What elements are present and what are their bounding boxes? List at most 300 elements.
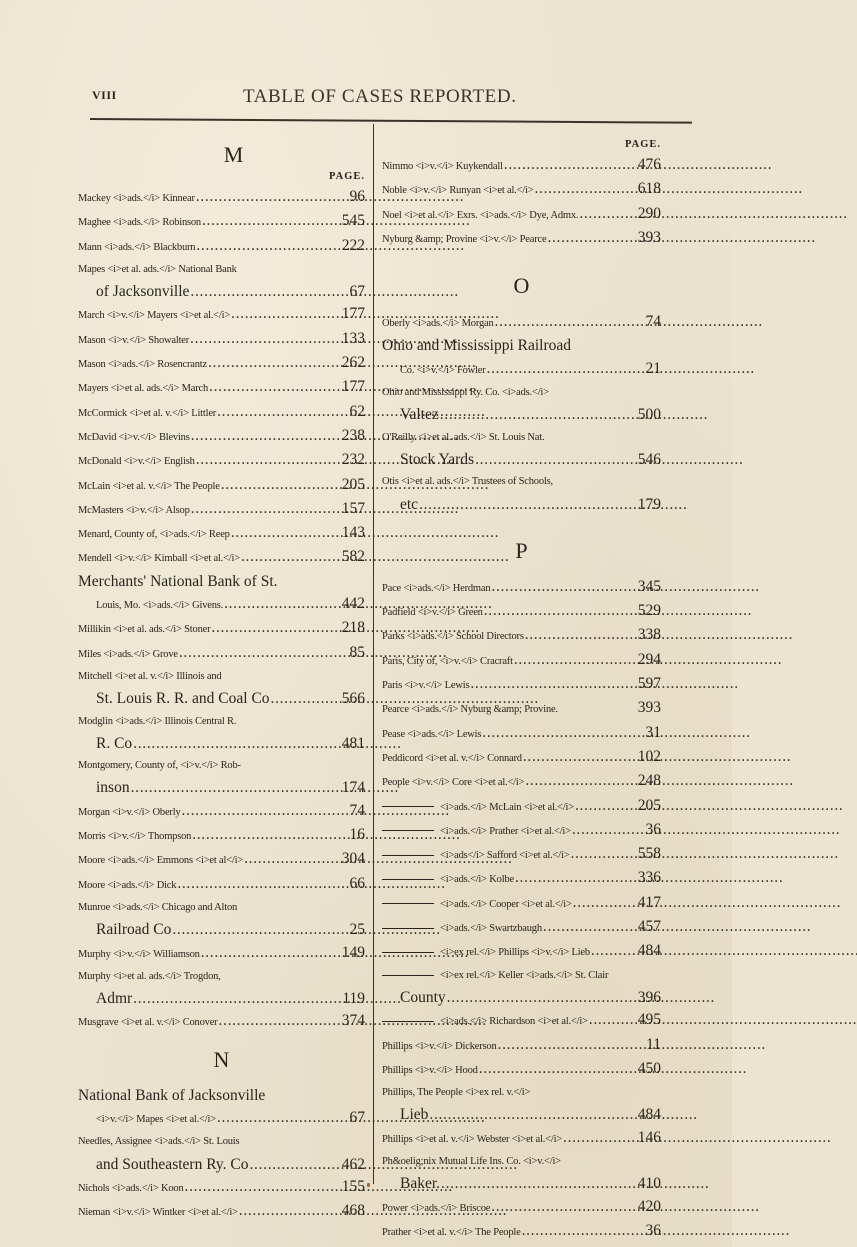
case-title: National Bank of Jacksonville: [78, 1086, 266, 1104]
page-number: 232: [341, 451, 365, 469]
case-title: Modglin <i>ads.</i> Illinois Central R.: [78, 715, 237, 727]
case-title: Pearce <i>ads.</i> Nyburg &amp; Provine.: [382, 704, 558, 716]
ditto-dash: [382, 952, 434, 953]
dot-leader: [487, 358, 645, 380]
page-number: 74: [349, 801, 365, 819]
case-title: Mitchell <i>et al. v.</i> Illinois and: [78, 670, 222, 682]
case-entry: [78, 376, 365, 400]
dot-leader: [177, 873, 348, 895]
case-title: Mendell <i>v.</i> Kimball <i>et al.</i>: [78, 553, 240, 565]
case-title: <i>ads.</i> Swartzbaugh: [440, 923, 542, 935]
page-number: 218: [341, 619, 365, 637]
case-entry: [382, 697, 661, 721]
case-entry: [78, 666, 365, 711]
case-title: Nieman <i>v.</i> Wintker <i>et al.</i>: [78, 1207, 238, 1219]
case-title: <i>ex rel.</i> Keller <i>ads.</i> St. Clair: [440, 969, 609, 981]
case-title-continuation: <i>v.</i> Mapes <i>et al.</i>: [96, 1113, 216, 1125]
dot-leader: [202, 210, 341, 232]
dot-leader: [491, 1196, 637, 1218]
case-title: Pace <i>ads.</i> Herdman: [382, 582, 491, 594]
case-entry: [382, 624, 661, 648]
case-entry: [78, 1176, 365, 1200]
case-entry: [382, 795, 661, 819]
dot-leader: [208, 352, 341, 374]
case-title: Oberly <i>ads.</i> Morgan: [382, 318, 494, 330]
dot-leader: [244, 848, 341, 870]
page-number: 442: [341, 595, 365, 613]
dot-leader: [231, 522, 341, 544]
dot-leader: [475, 449, 637, 471]
case-entry: [78, 824, 365, 848]
page-number: 450: [637, 1059, 661, 1077]
dot-leader: [579, 203, 636, 225]
case-entry: [382, 154, 661, 178]
page-number: 21: [645, 359, 661, 377]
section-letter-o: O: [513, 273, 530, 299]
page-number: 85: [349, 643, 365, 661]
page-number: 484: [637, 1106, 661, 1124]
case-entry: [382, 1009, 661, 1033]
case-title: <i>ads.</i> McLain <i>et al.</i>: [440, 801, 574, 813]
case-entry: [382, 1034, 661, 1058]
ditto-dash: [382, 928, 434, 929]
case-entry: [78, 1085, 365, 1132]
dot-leader: [221, 474, 341, 496]
case-entry: [382, 770, 661, 794]
dot-leader: [479, 1058, 637, 1080]
case-title-continuation: Baker.: [400, 1175, 441, 1193]
dot-leader: [224, 593, 341, 615]
case-title: Ohio and Mississippi Ry. Co. <i>ads.</i>: [382, 387, 549, 399]
dot-leader: [440, 404, 637, 426]
dot-leader: [525, 770, 636, 792]
page-number: 11: [646, 1035, 661, 1053]
page-number: 74: [645, 313, 661, 331]
case-entry: [78, 1010, 365, 1034]
case-title: Nichols <i>ads.</i> Koon: [78, 1182, 184, 1194]
case-title: Padfield <i>v.</i> Green: [382, 607, 483, 619]
page-number: 457: [637, 918, 661, 936]
case-title-continuation: Railroad Co: [96, 921, 172, 939]
case-title: Moore <i>ads.</i> Emmons <i>et al</i>: [78, 855, 244, 867]
case-title: <i>ads.</i> Cooper <i>et al.</i>: [440, 898, 572, 910]
page-number: 157: [341, 499, 365, 517]
dot-leader: [271, 688, 341, 710]
dot-leader: [192, 824, 348, 846]
case-entry: [78, 474, 365, 498]
page-number: 31: [645, 723, 661, 741]
case-entry: [78, 546, 365, 570]
case-title: Montgomery, County of, <i>v.</i> Rob-: [78, 760, 241, 772]
case-entry: [78, 401, 365, 425]
page-number: 558: [637, 845, 661, 863]
dot-leader: [525, 624, 637, 646]
case-title-continuation: etc: [400, 495, 419, 513]
case-entry: [382, 576, 661, 600]
case-title: Ohio and Mississippi Railroad: [382, 337, 572, 355]
dot-leader: [504, 154, 637, 176]
dot-leader: [547, 227, 636, 249]
page-number: 174: [341, 779, 365, 797]
page-number: 618: [637, 180, 661, 198]
case-title: Otis <i>et al. ads.</i> Trustees of Schools,: [382, 476, 553, 488]
ditto-dash: [382, 806, 434, 807]
dot-leader: [491, 576, 636, 598]
dot-leader: [447, 987, 637, 1009]
case-entry: [382, 1196, 661, 1220]
page-number: 462: [341, 1155, 365, 1173]
dot-leader: [572, 819, 645, 841]
case-entry: [382, 311, 661, 335]
case-entry: [78, 425, 365, 449]
case-title: Paris <i>v.</i> Lewis: [382, 680, 470, 692]
header-rule: [90, 118, 692, 124]
case-title: Mason <i>ads.</i> Rosencrantz: [78, 359, 207, 371]
page-number: 179: [637, 495, 661, 513]
case-entry: [382, 178, 661, 202]
case-entry: [78, 186, 365, 210]
case-entry: [382, 843, 661, 867]
case-title: Paris, City of, <i>v.</i> Cracraft: [382, 655, 513, 667]
case-entry: [382, 382, 661, 427]
dot-leader: [241, 546, 341, 568]
case-entry: [78, 522, 365, 546]
case-title: Munroe <i>ads.</i> Chicago and Alton: [78, 901, 238, 913]
case-entry: [78, 800, 365, 824]
dot-leader: [190, 281, 348, 303]
case-entry: [382, 746, 661, 770]
case-entry: [78, 571, 365, 618]
page-number: 67: [349, 1108, 365, 1126]
case-title: <i>ads</i> Safford <i>et al.</i>: [440, 850, 570, 862]
page-number: 582: [341, 548, 365, 566]
dot-leader: [573, 892, 637, 914]
page-folio: VIII: [92, 88, 117, 102]
case-entry: [78, 711, 365, 756]
section-m-entries: [78, 186, 365, 1035]
case-entry: [382, 965, 661, 1010]
case-entry: [78, 498, 365, 522]
page-number: 290: [637, 204, 661, 222]
case-title-continuation: Valtez: [400, 406, 439, 424]
page-number: 546: [637, 450, 661, 468]
page-number: 410: [637, 1175, 661, 1193]
dot-leader: [441, 1173, 637, 1195]
case-entry: [382, 892, 661, 916]
page-number: 155: [341, 1177, 365, 1195]
page-number: 238: [341, 426, 365, 444]
case-entry: [78, 210, 365, 234]
dot-leader: [218, 1010, 340, 1032]
section-p-entries: [382, 576, 661, 1244]
case-title-continuation: R. Co: [96, 734, 133, 752]
case-title: Menard, County of, <i>ads.</i> Reep: [78, 529, 230, 541]
case-title: Mason <i>v.</i> Showalter: [78, 334, 190, 346]
dot-leader: [534, 178, 636, 200]
case-entry: [78, 259, 365, 304]
dot-leader: [591, 940, 637, 962]
case-entry: [78, 235, 365, 259]
case-title: <i>ads.</i> Richardson <i>et al.</i>: [440, 1016, 588, 1028]
page-number: 96: [349, 188, 365, 205]
case-title: Merchants' National Bank of St.: [78, 572, 278, 590]
case-title: Phillips <i>et al. v.</i> Webster <i>et al.</i>: [382, 1133, 563, 1145]
case-entry: [78, 449, 365, 473]
case-title-continuation: St. Louis R. R. and Coal Co: [96, 690, 270, 708]
case-title: Prather <i>et al. v.</i> The People: [382, 1226, 521, 1238]
ditto-dash: [382, 975, 434, 976]
section-o-entries: [382, 311, 661, 516]
page-number: 262: [341, 354, 365, 372]
dot-leader: [482, 722, 644, 744]
dot-leader: [429, 1104, 636, 1126]
ditto-dash: [382, 903, 434, 904]
case-entry: [382, 1082, 661, 1127]
case-entry: [78, 966, 365, 1011]
case-title: Mapes <i>et al. ads.</i> National Bank: [78, 263, 237, 275]
case-title: Pease <i>ads.</i> Lewis: [382, 728, 482, 740]
case-entry: [382, 1058, 661, 1082]
page-number: 16: [349, 826, 365, 844]
dot-leader: [515, 867, 637, 889]
case-title-continuation: inson: [96, 779, 130, 797]
page-number: 102: [637, 747, 661, 765]
dot-leader: [179, 642, 349, 664]
dot-leader: [196, 186, 349, 208]
page-number: 119: [342, 990, 365, 1008]
case-title: Nyburg &amp; Provine <i>v.</i> Pearce: [382, 233, 547, 245]
left-column: [78, 140, 365, 1224]
case-entry: [78, 642, 365, 666]
case-title: <i>ex rel.</i> Phillips <i>v.</i> Lieb: [440, 947, 590, 959]
case-entry: [382, 335, 661, 382]
case-entry: [382, 600, 661, 624]
case-entry: [78, 328, 365, 352]
case-title: Peddicord <i>et al. v.</i> Connard: [382, 752, 522, 764]
case-entry: [78, 617, 365, 641]
dot-leader: [133, 733, 341, 755]
paper-speck: [367, 1183, 370, 1187]
dot-leader: [495, 311, 645, 333]
case-title-continuation: Co. <i>v.</i> Fowler: [400, 364, 486, 376]
case-title: McDavid <i>v.</i> Blevins: [78, 431, 190, 443]
case-entry: [382, 227, 661, 251]
dot-leader: [196, 449, 341, 471]
case-title: Musgrave <i>et al. v.</i> Conover: [78, 1017, 218, 1029]
page-number: 484: [637, 942, 661, 960]
case-entry: [78, 1131, 365, 1176]
page-number: 336: [637, 869, 661, 887]
page-number: 396: [637, 988, 661, 1006]
case-entry: [78, 352, 365, 376]
page-number: 294: [637, 650, 661, 668]
page-number: 420: [637, 1197, 661, 1215]
case-entry: [78, 1200, 365, 1224]
page-number: 545: [341, 212, 365, 230]
page-number: 36: [645, 820, 661, 838]
case-entry: [78, 897, 365, 942]
case-title: McMasters <i>v.</i> Alsop: [78, 504, 190, 516]
case-entry: [78, 873, 365, 897]
page-number: 222: [341, 236, 365, 254]
section-letter-p: P: [515, 537, 528, 563]
dot-leader: [209, 376, 341, 398]
case-entry: [382, 819, 661, 843]
dot-leader: [250, 1154, 341, 1176]
case-title: Parks <i>ads.</i> School Directors: [382, 631, 524, 643]
dot-leader: [217, 1107, 349, 1129]
case-title: Phillips <i>v.</i> Hood: [382, 1064, 478, 1076]
dot-leader: [172, 919, 348, 941]
case-entry: [78, 303, 365, 327]
dot-leader: [419, 494, 637, 516]
case-title: McDonald <i>v.</i> English: [78, 456, 195, 468]
case-title: Morgan <i>v.</i> Oberly: [78, 806, 181, 818]
section-letter-m: M: [223, 142, 244, 167]
dot-leader: [498, 1034, 646, 1056]
dot-leader: [570, 843, 636, 865]
case-entry: [382, 1127, 661, 1151]
case-title: McCormick <i>et al. v.</i> Littler: [78, 407, 217, 419]
case-title-continuation: Louis, Mo. <i>ads.</i> Givens.: [96, 600, 224, 612]
page-number: 374: [341, 1012, 365, 1030]
case-title-continuation: Stock Yards: [400, 450, 475, 468]
case-title-continuation: County: [400, 988, 446, 1006]
dot-leader: [131, 777, 341, 799]
page-column-header: PAGE.: [624, 139, 661, 150]
page-number: 304: [341, 850, 365, 868]
case-entry: [382, 722, 661, 746]
ditto-dash: [382, 855, 434, 856]
page-number: 67: [349, 283, 365, 301]
page-number: 468: [341, 1202, 365, 1220]
case-title: Mayers <i>et al. ads.</i> March: [78, 383, 209, 395]
page-number: 481: [341, 734, 365, 752]
dot-leader: [523, 746, 637, 768]
case-title: Morris <i>v.</i> Thompson: [78, 831, 192, 843]
case-title: Needles, Assignee <i>ads.</i> St. Louis: [78, 1136, 240, 1148]
case-entry: [382, 673, 661, 697]
dot-leader: [182, 800, 349, 822]
page-number: 476: [637, 156, 661, 173]
case-title: Murphy <i>v.</i> Williamson: [78, 948, 200, 960]
case-entry: [382, 649, 661, 673]
case-title: Power <i>ads.</i> Briscoe: [382, 1202, 491, 1214]
case-title: Maghee <i>ads.</i> Robinson: [78, 217, 201, 229]
case-entry: [382, 1151, 661, 1196]
dot-leader: [522, 1220, 645, 1242]
case-entry: [382, 940, 661, 964]
page-number: 495: [637, 1011, 661, 1029]
dot-leader: [191, 498, 341, 520]
page-number: 146: [637, 1128, 661, 1146]
dot-leader: [231, 303, 341, 325]
dot-leader: [133, 988, 341, 1010]
dot-leader: [543, 916, 637, 938]
dot-leader: [217, 401, 348, 423]
page-number: 248: [637, 772, 661, 790]
page-number: 205: [341, 475, 365, 493]
ditto-dash: [382, 879, 434, 880]
dot-leader: [211, 617, 340, 639]
case-title: <i>ads.</i> Prather <i>et al.</i>: [440, 825, 571, 837]
ditto-dash: [382, 830, 434, 831]
case-title: Phillips, The People <i>ex rel. v.</i>: [382, 1087, 531, 1099]
page-number: 417: [637, 893, 661, 911]
dot-leader: [575, 795, 637, 817]
page-number: 566: [341, 690, 365, 708]
case-title-continuation: Admr: [96, 990, 133, 1008]
dot-leader: [191, 425, 341, 447]
case-title: Phillips <i>v.</i> Dickerson: [382, 1040, 497, 1052]
dot-leader: [190, 328, 341, 350]
case-title-continuation: of Jacksonville: [96, 283, 190, 301]
page-number: 149: [341, 943, 365, 961]
section-letter-n: N: [213, 1046, 230, 1072]
ditto-dash: [382, 1021, 434, 1022]
case-title-continuation: Lieb: [400, 1106, 429, 1124]
page-number: 143: [341, 524, 365, 542]
case-entry: [78, 755, 365, 800]
page-number: 177: [341, 378, 365, 396]
dot-leader: [484, 600, 637, 622]
section-n-entries-left: [78, 1085, 365, 1225]
page-number: 36: [645, 1221, 661, 1239]
running-head: TABLE OF CASES REPORTED.: [243, 86, 517, 107]
case-title: Mackey <i>ads.</i> Kinnear: [78, 193, 195, 204]
dot-leader: [470, 673, 636, 695]
page-number: 345: [637, 577, 661, 595]
right-column: [382, 138, 661, 1244]
dot-leader: [201, 942, 341, 964]
case-title: <i>ads.</i> Kolbe: [440, 874, 514, 886]
case-entry: [382, 471, 661, 516]
case-entry: [382, 916, 661, 940]
case-title: Murphy <i>et al. ads.</i> Trogdon,: [78, 970, 221, 982]
case-entry: [78, 848, 365, 872]
case-title: People <i>v.</i> Core <i>et al.</i>: [382, 777, 525, 789]
page-number: 66: [349, 874, 365, 892]
case-title: Ph&oelig;nix Mutual Life Ins. Co. <i>v.</i>: [382, 1155, 561, 1167]
dot-leader: [563, 1127, 637, 1149]
case-entry: [382, 867, 661, 891]
page-number: 133: [341, 329, 365, 347]
page-number: 529: [637, 602, 661, 620]
page-number: 177: [341, 305, 365, 323]
case-title: O'Reilly <i>et al. ads.</i> St. Louis Nat.: [382, 431, 545, 443]
case-title: March <i>v.</i> Mayers <i>et al.</i>: [78, 310, 231, 322]
case-title: McLain <i>et al. v.</i> The People: [78, 480, 220, 492]
case-title: Noel <i>et al.</i> Exrs. <i>ads.</i> Dye, Admx.: [382, 209, 579, 221]
case-title: Nimmo <i>v.</i> Kuykendall: [382, 161, 503, 172]
case-title-continuation: and Southeastern Ry. Co: [96, 1155, 249, 1173]
dot-leader: [185, 1176, 341, 1198]
page-number: 205: [637, 796, 661, 814]
dot-leader: [589, 1009, 637, 1031]
page-number: 338: [637, 626, 661, 644]
page-column-header: PAGE.: [328, 171, 365, 182]
case-title: Mann <i>ads.</i> Blackburn: [78, 241, 196, 253]
case-entry: [382, 1220, 661, 1244]
page-number: 393: [637, 699, 661, 717]
case-entry: [382, 427, 661, 472]
page-number: 500: [637, 406, 661, 424]
section-n-entries-right: [382, 154, 661, 251]
page-number: 393: [637, 228, 661, 246]
page-number: 597: [637, 675, 661, 693]
case-title: Miles <i>ads.</i> Grove: [78, 648, 178, 660]
case-entry: [78, 942, 365, 966]
